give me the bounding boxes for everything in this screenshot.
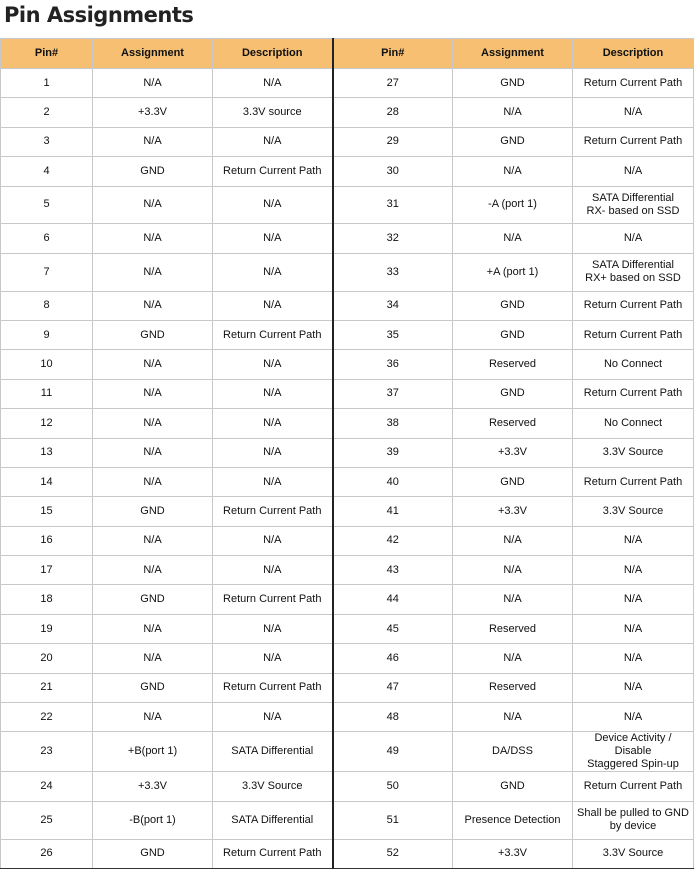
cell-pin-right: 44 [333, 585, 453, 614]
cell-assignment-left: N/A [93, 438, 213, 467]
cell-description-left: N/A [213, 614, 333, 643]
table-row [1, 839, 694, 868]
table-row [1, 409, 694, 438]
cell-pin-left: 10 [1, 350, 93, 379]
cell-assignment-left: N/A [93, 703, 213, 732]
cell-pin-right: 32 [333, 224, 453, 253]
cell-description-right: Return Current Path [573, 467, 694, 496]
cell-description-left: Return Current Path [213, 497, 333, 526]
pin-assignments-table [0, 38, 694, 869]
cell-description-right: Return Current Path [573, 772, 694, 801]
cell-pin-right: 38 [333, 409, 453, 438]
cell-assignment-left: N/A [93, 644, 213, 673]
cell-assignment-left: N/A [93, 379, 213, 408]
cell-pin-left: 25 [1, 801, 93, 839]
cell-assignment-right: GND [453, 467, 573, 496]
table-row [1, 438, 694, 467]
cell-pin-right: 45 [333, 614, 453, 643]
cell-assignment-right: DA/DSS [453, 732, 573, 772]
cell-pin-right: 30 [333, 157, 453, 186]
cell-description-left: Return Current Path [213, 585, 333, 614]
cell-assignment-left: N/A [93, 253, 213, 291]
cell-description-right: N/A [573, 614, 694, 643]
cell-assignment-left: N/A [93, 186, 213, 224]
cell-pin-right: 46 [333, 644, 453, 673]
cell-assignment-right: GND [453, 127, 573, 156]
cell-description-left: N/A [213, 350, 333, 379]
cell-description-right: Return Current Path [573, 69, 694, 98]
cell-description-right: N/A [573, 157, 694, 186]
cell-description-left: N/A [213, 186, 333, 224]
cell-description-left: Return Current Path [213, 157, 333, 186]
cell-pin-right: 47 [333, 673, 453, 702]
cell-assignment-right: GND [453, 291, 573, 320]
cell-pin-left: 4 [1, 157, 93, 186]
cell-description-right: SATA Differential RX+ based on SSD [573, 253, 694, 291]
cell-description-right: 3.3V Source [573, 839, 694, 868]
cell-assignment-right: +A (port 1) [453, 253, 573, 291]
cell-pin-left: 7 [1, 253, 93, 291]
table-row [1, 253, 694, 291]
table-row [1, 497, 694, 526]
cell-assignment-right: N/A [453, 703, 573, 732]
table-row [1, 801, 694, 839]
cell-assignment-right: Reserved [453, 350, 573, 379]
cell-pin-left: 21 [1, 673, 93, 702]
cell-assignment-left: N/A [93, 69, 213, 98]
cell-assignment-left: +3.3V [93, 772, 213, 801]
header-assignment-right: Assignment [453, 39, 573, 69]
cell-assignment-right: N/A [453, 157, 573, 186]
cell-assignment-left: N/A [93, 467, 213, 496]
cell-pin-left: 16 [1, 526, 93, 555]
cell-pin-right: 51 [333, 801, 453, 839]
cell-pin-right: 52 [333, 839, 453, 868]
cell-pin-left: 1 [1, 69, 93, 98]
cell-assignment-right: N/A [453, 644, 573, 673]
table-header-row [1, 39, 694, 69]
table-row [1, 127, 694, 156]
cell-pin-right: 34 [333, 291, 453, 320]
cell-description-right: Return Current Path [573, 127, 694, 156]
cell-pin-right: 50 [333, 772, 453, 801]
cell-description-left: Return Current Path [213, 673, 333, 702]
cell-description-right: Device Activity / Disable Staggered Spin-up [573, 732, 694, 772]
cell-assignment-left: N/A [93, 409, 213, 438]
cell-description-right: N/A [573, 585, 694, 614]
cell-description-right: Return Current Path [573, 291, 694, 320]
table-row [1, 526, 694, 555]
table-row [1, 644, 694, 673]
cell-description-right: N/A [573, 526, 694, 555]
cell-description-left: N/A [213, 703, 333, 732]
cell-assignment-left: +3.3V [93, 98, 213, 127]
cell-pin-left: 8 [1, 291, 93, 320]
cell-pin-left: 9 [1, 320, 93, 349]
cell-assignment-right: -A (port 1) [453, 186, 573, 224]
table-row [1, 585, 694, 614]
cell-description-left: 3.3V Source [213, 772, 333, 801]
cell-description-right: 3.3V Source [573, 438, 694, 467]
cell-description-right: Return Current Path [573, 379, 694, 408]
table-row [1, 467, 694, 496]
cell-assignment-right: GND [453, 772, 573, 801]
cell-pin-right: 48 [333, 703, 453, 732]
cell-pin-right: 28 [333, 98, 453, 127]
cell-assignment-left: GND [93, 157, 213, 186]
cell-description-right: No Connect [573, 409, 694, 438]
cell-pin-left: 12 [1, 409, 93, 438]
cell-assignment-right: +3.3V [453, 839, 573, 868]
cell-description-left: N/A [213, 127, 333, 156]
cell-description-left: 3.3V source [213, 98, 333, 127]
cell-pin-right: 49 [333, 732, 453, 772]
cell-pin-right: 37 [333, 379, 453, 408]
page-title: Pin Assignments [4, 3, 194, 27]
table-row [1, 186, 694, 224]
cell-assignment-left: N/A [93, 291, 213, 320]
cell-description-left: Return Current Path [213, 320, 333, 349]
cell-assignment-right: GND [453, 69, 573, 98]
cell-description-left: N/A [213, 438, 333, 467]
cell-description-left: N/A [213, 253, 333, 291]
table-row [1, 224, 694, 253]
cell-description-left: SATA Differential [213, 801, 333, 839]
cell-assignment-right: +3.3V [453, 438, 573, 467]
table-row [1, 772, 694, 801]
cell-assignment-left: GND [93, 320, 213, 349]
cell-assignment-right: Reserved [453, 409, 573, 438]
cell-assignment-left: N/A [93, 614, 213, 643]
header-pin-left: Pin# [1, 39, 93, 69]
cell-description-right: SATA Differential RX- based on SSD [573, 186, 694, 224]
cell-pin-left: 17 [1, 556, 93, 585]
cell-pin-right: 41 [333, 497, 453, 526]
table-row [1, 673, 694, 702]
cell-assignment-left: -B(port 1) [93, 801, 213, 839]
cell-assignment-left: N/A [93, 556, 213, 585]
cell-description-left: N/A [213, 467, 333, 496]
cell-description-left: N/A [213, 409, 333, 438]
table-body [1, 69, 694, 869]
cell-pin-right: 40 [333, 467, 453, 496]
header-assignment-left: Assignment [93, 39, 213, 69]
cell-assignment-right: N/A [453, 224, 573, 253]
cell-description-right: N/A [573, 98, 694, 127]
cell-pin-left: 22 [1, 703, 93, 732]
table-row [1, 614, 694, 643]
cell-description-right: Shall be pulled to GND by device [573, 801, 694, 839]
cell-assignment-right: N/A [453, 526, 573, 555]
cell-pin-left: 24 [1, 772, 93, 801]
cell-description-left: Return Current Path [213, 839, 333, 868]
table-row [1, 556, 694, 585]
cell-pin-left: 2 [1, 98, 93, 127]
cell-pin-left: 14 [1, 467, 93, 496]
cell-assignment-right: Reserved [453, 673, 573, 702]
cell-pin-right: 29 [333, 127, 453, 156]
cell-description-right: 3.3V Source [573, 497, 694, 526]
cell-description-left: N/A [213, 556, 333, 585]
table-row [1, 157, 694, 186]
cell-assignment-left: N/A [93, 127, 213, 156]
cell-description-left: N/A [213, 224, 333, 253]
cell-description-left: N/A [213, 291, 333, 320]
cell-assignment-left: GND [93, 673, 213, 702]
cell-assignment-left: GND [93, 585, 213, 614]
cell-description-left: SATA Differential [213, 732, 333, 772]
cell-description-right: N/A [573, 673, 694, 702]
cell-pin-left: 3 [1, 127, 93, 156]
table-row [1, 69, 694, 98]
cell-pin-right: 36 [333, 350, 453, 379]
cell-description-right: Return Current Path [573, 320, 694, 349]
cell-pin-left: 19 [1, 614, 93, 643]
cell-description-right: No Connect [573, 350, 694, 379]
cell-assignment-right: GND [453, 320, 573, 349]
cell-assignment-right: Presence Detection [453, 801, 573, 839]
cell-pin-right: 43 [333, 556, 453, 585]
cell-description-right: N/A [573, 703, 694, 732]
table-row [1, 350, 694, 379]
table-row [1, 98, 694, 127]
cell-pin-left: 20 [1, 644, 93, 673]
table-row [1, 703, 694, 732]
cell-description-right: N/A [573, 224, 694, 253]
header-description-left: Description [213, 39, 333, 69]
cell-assignment-left: N/A [93, 224, 213, 253]
cell-pin-left: 26 [1, 839, 93, 868]
cell-assignment-right: Reserved [453, 614, 573, 643]
cell-pin-right: 39 [333, 438, 453, 467]
table-row [1, 291, 694, 320]
cell-description-left: N/A [213, 644, 333, 673]
cell-assignment-left: GND [93, 497, 213, 526]
cell-pin-left: 13 [1, 438, 93, 467]
cell-pin-left: 23 [1, 732, 93, 772]
cell-assignment-left: N/A [93, 350, 213, 379]
header-description-right: Description [573, 39, 694, 69]
cell-description-left: N/A [213, 379, 333, 408]
cell-pin-right: 35 [333, 320, 453, 349]
cell-pin-right: 27 [333, 69, 453, 98]
cell-assignment-left: +B(port 1) [93, 732, 213, 772]
cell-assignment-right: N/A [453, 98, 573, 127]
cell-assignment-left: GND [93, 839, 213, 868]
cell-pin-left: 18 [1, 585, 93, 614]
cell-description-right: N/A [573, 556, 694, 585]
cell-pin-left: 11 [1, 379, 93, 408]
cell-description-left: N/A [213, 526, 333, 555]
cell-assignment-right: +3.3V [453, 497, 573, 526]
header-pin-right: Pin# [333, 39, 453, 69]
cell-pin-right: 33 [333, 253, 453, 291]
cell-description-right: N/A [573, 644, 694, 673]
cell-assignment-left: N/A [93, 526, 213, 555]
cell-pin-left: 5 [1, 186, 93, 224]
cell-description-left: N/A [213, 69, 333, 98]
cell-pin-left: 6 [1, 224, 93, 253]
cell-pin-right: 42 [333, 526, 453, 555]
cell-pin-left: 15 [1, 497, 93, 526]
table-row [1, 379, 694, 408]
cell-assignment-right: GND [453, 379, 573, 408]
table-row [1, 320, 694, 349]
cell-pin-right: 31 [333, 186, 453, 224]
cell-assignment-right: N/A [453, 585, 573, 614]
table-row [1, 732, 694, 772]
cell-assignment-right: N/A [453, 556, 573, 585]
